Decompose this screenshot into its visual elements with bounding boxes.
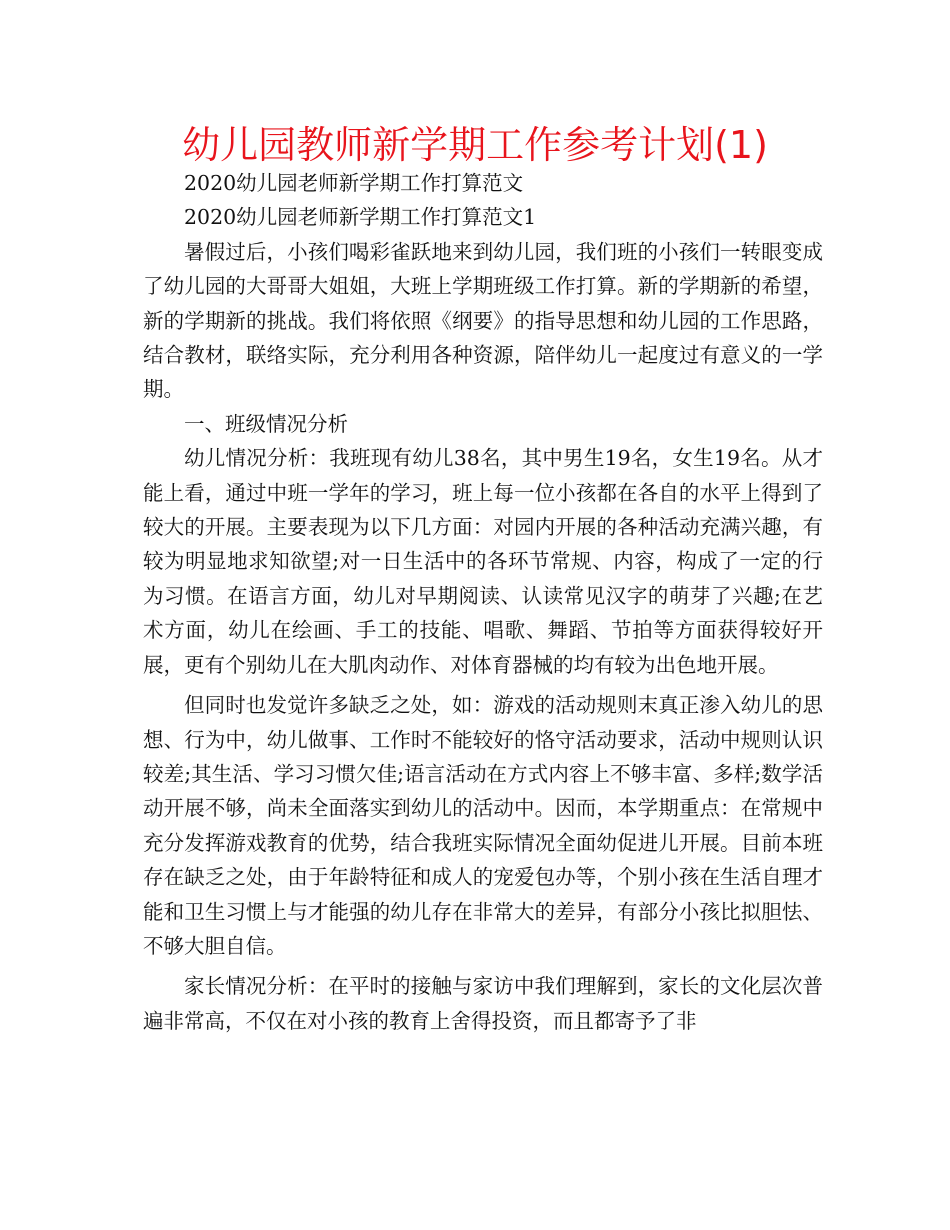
body-paragraph: 但同时也发觉许多缺乏之处，如：游戏的活动规则末真正渗入幼儿的思想、行为中，幼儿做事、工作时不能较好的恪守活动要求，活动中规则认识较差;其生活、学习习惯欠佳;语言活动在方式内容上不够丰富、多样;数学活动开展不够，尚未全面落实到幼儿的活动中。因而，本学期重点：在常规中充分发挥游戏教育的优势，结合我班实际情况全面幼促进儿开展。目前本班存在缺乏之处，由于年龄特征和成人的宠爱包办等，个别小孩在生活自理才能和卫生习惯上与才能强的幼儿存在非常大的差异，有部分小孩比拟胆怯、不够大胆自信。 — [143, 693, 823, 958]
body-paragraph: 幼儿情况分析：我班现有幼儿38名，其中男生19名，女生19名。从才能上看，通过中班一学年的学习，班上每一位小孩都在各自的水平上得到了较大的开展。主要表现为以下几方面：对园内开展的各种活动充满兴趣，有较为明显地求知欲望;对一日生活中的各环节常规、内容，构成了一定的行为习惯。在语言方面，幼儿对早期阅读、认读常见汉字的萌芽了兴趣;在艺术方面，幼儿在绘画、手工的技能、唱歌、舞蹈、节拍等方面获得较好开展，更有个别幼儿在大肌肉动作、对体育器械的均有较为出色地开展。 — [143, 446, 823, 677]
document-title: 幼儿园教师新学期工作参考计划(1) — [182, 123, 768, 167]
subtitle-line: 2020幼儿园老师新学期工作打算范文1 — [184, 205, 537, 230]
document-body — [143, 166, 823, 1038]
subtitle-line: 2020幼儿园老师新学期工作打算范文 — [184, 171, 524, 195]
body-paragraph: 家长情况分析：在平时的接触与家访中我们理解到，家长的文化层次普遍非常高，不仅在对小孩的教育上舍得投资，而且都寄予了非 — [143, 974, 823, 1033]
section-heading: 一、班级情况分析 — [184, 411, 348, 436]
body-paragraph: 暑假过后，小孩们喝彩雀跃地来到幼儿园，我们班的小孩们一转眼变成了幼儿园的大哥哥大姐姐，大班上学期班级工作打算。新的学期新的希望，新的学期新的挑战。我们将依照《纲要》的指导思想和幼儿园的工作思路，结合教材，联络实际，充分利用各种资源，陪伴幼儿一起度过有意义的一学期。 — [143, 239, 823, 402]
